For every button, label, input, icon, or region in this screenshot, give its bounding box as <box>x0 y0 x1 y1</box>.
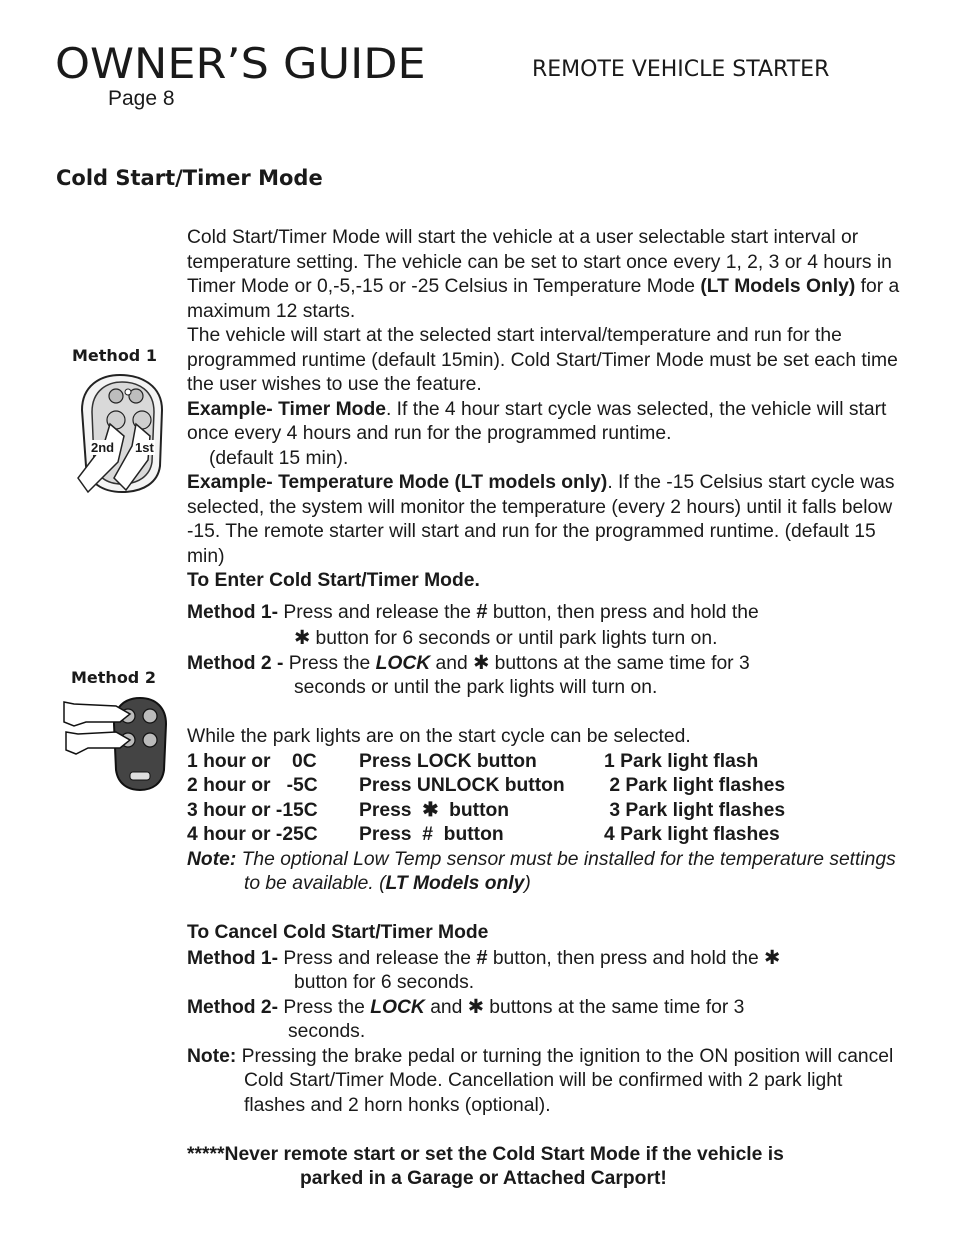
cancel-method2-text: Press the <box>278 996 371 1018</box>
cancel-method1 <box>187 946 907 972</box>
intro-paragraph <box>187 226 907 324</box>
row-result: 3 Park light flashes <box>604 799 786 821</box>
section-title: Cold Start/Timer Mode <box>56 166 323 190</box>
lt-models-note: (LT Models Only) <box>700 276 856 297</box>
method1-label: Method 1 <box>72 346 157 365</box>
row-action: Press UNLOCK button <box>359 775 565 796</box>
enter-method1-text2: button, then press and hold the <box>487 601 759 623</box>
selection-table <box>187 750 907 848</box>
method2-label: Method 2 <box>71 668 156 687</box>
enter-method2 <box>187 652 907 677</box>
timer-example <box>187 398 907 447</box>
guide-title: OWNER’S GUIDE <box>55 39 426 88</box>
row-result: 2 Park light flashes <box>604 775 786 796</box>
enter-method1 <box>187 600 907 626</box>
cancel-method2-cont: seconds. <box>288 1021 366 1042</box>
guide-subtitle: REMOTE VEHICLE STARTER <box>532 57 830 82</box>
runtime-paragraph: The vehicle will start at the selected start interval/temperature and run for the programmed runtime (default 15min). Cold Start/Timer Mode must be set each time the user wishes to use the feature. <box>187 325 898 395</box>
selection-row <box>187 750 907 775</box>
intro-text: Cold Start/Timer Mode will start the vehicle at a user selectable start interval or temperature setting. The vehicle can be set to start once every 1, 2, 3 or 4 hours in Timer Mode or 0,-5,-15 or -25 Celsius in Temperature Mode <box>187 227 892 297</box>
hash-symbol: # <box>476 600 488 623</box>
row-action: Press LOCK button <box>359 750 537 772</box>
enter-method1-label: Method 1- <box>187 601 279 623</box>
row-action: Press # button <box>359 824 504 845</box>
cancel-method1-cont: button for 6 seconds. <box>294 972 475 993</box>
temp-example-label: Example- Temperature Mode (LT models only) <box>187 472 608 493</box>
row-action: Press ✱ button <box>359 799 510 821</box>
row-setting: 2 hour or -5C <box>187 775 318 796</box>
lock-word: LOCK <box>375 652 431 674</box>
hash-symbol: # <box>476 946 488 969</box>
badge-1st: 1st <box>135 440 154 455</box>
star-symbol: ✱ <box>294 628 311 649</box>
cancel-method1-text2: button, then press and hold the <box>487 947 765 969</box>
method2-remote-illustration <box>60 692 170 792</box>
row-setting: 4 hour or -25C <box>187 824 318 845</box>
timer-example-text: . If the 4 hour start cycle was selected, the vehicle will start once every 4 hours and run for the programmed runtime. <box>187 398 887 444</box>
note-text: Pressing the brake pedal or turning the ignition to the ON position will cancel Cold Start/Timer Mode. Cancellation will be confirmed with 2 park light flashes and 2 horn honks (optional). <box>236 1045 894 1116</box>
enter-method2-text2: buttons at the same time for 3 <box>489 652 750 674</box>
selection-row <box>187 774 907 799</box>
cancel-method2-text2: buttons at the same time for 3 <box>483 996 745 1018</box>
cancel-method2 <box>187 996 907 1021</box>
star-symbol: ✱ <box>467 996 484 1018</box>
method1-remote-illustration <box>70 370 170 498</box>
enter-method2-cont: seconds or until the park lights will turn on. <box>294 677 658 698</box>
lock-word: LOCK <box>370 996 425 1018</box>
selection-intro: While the park lights are on the start cycle can be selected. <box>187 726 691 747</box>
enter-method2-label: Method 2 - <box>187 652 284 674</box>
cancel-method1-text: Press and release the <box>278 947 477 969</box>
enter-method1-text: Press and release the <box>278 601 477 623</box>
enter-method2-and: and <box>430 652 474 674</box>
page-number: Page 8 <box>108 87 175 110</box>
garage-warning-line2: parked in a Garage or Attached Carport! <box>300 1168 667 1189</box>
timer-example-default: (default 15 min). <box>209 447 349 469</box>
enter-heading: To Enter Cold Start/Timer Mode. <box>187 570 480 591</box>
cancel-method2-and: and <box>424 996 468 1018</box>
cancel-heading: To Cancel Cold Start/Timer Mode <box>187 922 489 943</box>
row-result: 4 Park light flashes <box>604 824 780 845</box>
cancel-note <box>187 1045 907 1119</box>
cancel-method1-label: Method 1- <box>187 947 279 969</box>
enter-method2-text: Press the <box>283 652 376 674</box>
temp-sensor-note <box>187 848 907 897</box>
note-label: Note: <box>187 1045 237 1067</box>
intro-text-end: for a maximum 12 starts. <box>187 276 900 322</box>
selection-row <box>187 823 907 848</box>
star-symbol: ✱ <box>473 652 490 674</box>
temp-example-text: . If the -15 Celsius start cycle was selected, the system will monitor the temperature (every 2 hours) until it falls below -15. The remote starter will start and run for the programmed runtime. (default 15 min) <box>187 472 895 567</box>
row-result: 1 Park light flash <box>604 750 759 772</box>
enter-method1-cont <box>187 627 907 652</box>
selection-row <box>187 799 907 824</box>
enter-method1-text3: button for 6 seconds or until park lights turn on. <box>310 628 718 649</box>
cancel-method2-label: Method 2- <box>187 996 279 1018</box>
note-close: ) <box>524 873 531 894</box>
star-symbol: ✱ <box>764 947 781 969</box>
temp-example <box>187 471 907 569</box>
note-text: The optional Low Temp sensor must be installed for the temperature settings to be available. ( <box>236 848 896 894</box>
garage-warning: *****Never remote start or set the Cold Start Mode if the vehicle is <box>187 1143 784 1165</box>
timer-example-label: Example- Timer Mode <box>187 398 386 420</box>
row-setting: 1 hour or 0C <box>187 750 317 772</box>
content-body <box>187 226 907 1192</box>
badge-2nd: 2nd <box>91 440 115 455</box>
note-lt-models: LT Models only <box>385 873 525 894</box>
row-setting: 3 hour or -15C <box>187 799 318 821</box>
note-label: Note: <box>187 848 237 870</box>
